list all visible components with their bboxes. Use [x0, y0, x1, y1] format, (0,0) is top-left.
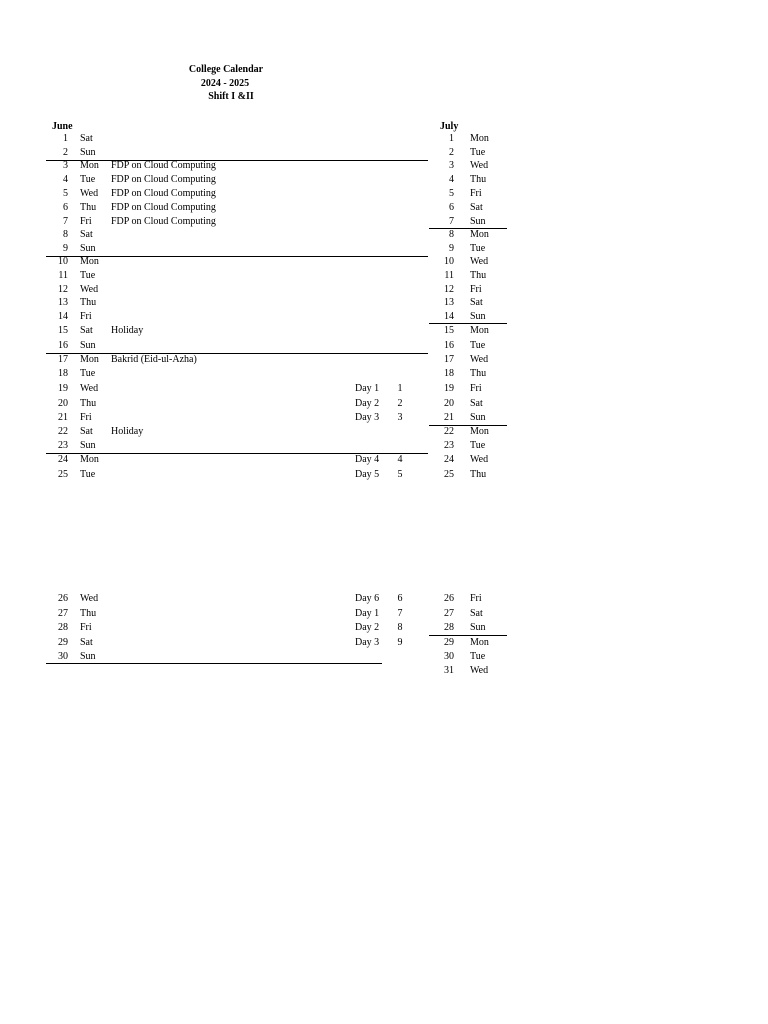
july-weekday: Sat	[470, 608, 483, 619]
june-weekday: Fri	[80, 311, 92, 322]
june-day-order: Day 1	[355, 383, 380, 394]
june-weekday: Thu	[80, 297, 97, 308]
june-weekday: Sat	[80, 133, 93, 144]
july-date: 24	[444, 454, 454, 465]
june-date: 30	[58, 651, 68, 662]
july-weekday: Wed	[470, 160, 489, 171]
july-date: 8	[449, 229, 454, 240]
june-month-label: June	[52, 121, 73, 132]
july-date: 11	[444, 270, 454, 281]
june-weekday: Sat	[80, 637, 93, 648]
june-date: 20	[58, 398, 68, 409]
july-date: 9	[449, 243, 454, 254]
june-weekday: Thu	[80, 202, 97, 213]
june-date: 2	[63, 147, 68, 158]
june-date: 6	[63, 202, 68, 213]
july-date: 13	[444, 297, 454, 308]
july-weekday: Tue	[470, 440, 486, 451]
july-weekday: Wed	[470, 354, 489, 365]
july-date: 21	[444, 412, 454, 423]
june-date: 4	[63, 174, 68, 185]
july-weekday: Tue	[470, 651, 486, 662]
july-date: 12	[444, 284, 454, 295]
july-date: 15	[444, 325, 454, 336]
week-divider	[429, 228, 507, 229]
july-date: 26	[444, 593, 454, 604]
june-day-order: Day 5	[355, 469, 380, 480]
june-date: 13	[58, 297, 68, 308]
july-weekday: Wed	[470, 665, 489, 676]
june-date: 15	[58, 325, 68, 336]
june-day-order: Day 6	[355, 593, 380, 604]
june-weekday: Wed	[80, 383, 99, 394]
june-working-day-count: 6	[397, 593, 403, 604]
july-weekday: Tue	[470, 147, 486, 158]
june-weekday: Mon	[80, 160, 99, 171]
july-weekday: Tue	[470, 243, 486, 254]
june-day-order: Day 2	[355, 622, 380, 633]
july-weekday: Fri	[470, 593, 482, 604]
july-weekday: Mon	[470, 325, 489, 336]
june-date: 17	[58, 354, 68, 365]
june-day-order: Day 4	[355, 454, 380, 465]
june-weekday: Sat	[80, 325, 93, 336]
june-event: Bakrid (Eid-ul-Azha)	[111, 354, 197, 365]
june-event: FDP on Cloud Computing	[111, 216, 216, 227]
june-working-day-count: 8	[397, 622, 403, 633]
june-date: 19	[58, 383, 68, 394]
june-weekday: Fri	[80, 412, 92, 423]
june-weekday: Mon	[80, 454, 99, 465]
june-date: 11	[58, 270, 68, 281]
week-divider	[429, 323, 507, 324]
june-weekday: Fri	[80, 622, 92, 633]
july-weekday: Thu	[470, 469, 487, 480]
july-date: 25	[444, 469, 454, 480]
june-date: 10	[58, 256, 68, 267]
calendar-year: 2024 - 2025	[200, 78, 250, 89]
june-working-day-count: 7	[397, 608, 403, 619]
july-date: 14	[444, 311, 454, 322]
june-working-day-count: 1	[397, 383, 403, 394]
july-weekday: Wed	[470, 454, 489, 465]
june-day-order: Day 1	[355, 608, 380, 619]
july-weekday: Sat	[470, 398, 483, 409]
july-weekday: Mon	[470, 637, 489, 648]
june-working-day-count: 5	[397, 469, 403, 480]
june-weekday: Thu	[80, 608, 97, 619]
june-day-order: Day 2	[355, 398, 380, 409]
july-date: 3	[449, 160, 454, 171]
july-weekday: Sat	[470, 202, 483, 213]
july-date: 23	[444, 440, 454, 451]
june-date: 18	[58, 368, 68, 379]
june-date: 1	[63, 133, 68, 144]
july-date: 29	[444, 637, 454, 648]
june-weekday: Wed	[80, 593, 99, 604]
june-weekday: Sat	[80, 229, 93, 240]
july-date: 28	[444, 622, 454, 633]
june-event: FDP on Cloud Computing	[111, 160, 216, 171]
june-date: 9	[63, 243, 68, 254]
june-weekday: Mon	[80, 256, 99, 267]
july-weekday: Mon	[470, 133, 489, 144]
july-date: 2	[449, 147, 454, 158]
june-event: FDP on Cloud Computing	[111, 188, 216, 199]
july-weekday: Thu	[470, 270, 487, 281]
june-working-day-count: 4	[397, 454, 403, 465]
july-date: 19	[444, 383, 454, 394]
june-working-day-count: 3	[397, 412, 403, 423]
july-weekday: Sun	[470, 216, 486, 227]
june-weekday: Wed	[80, 188, 99, 199]
calendar-shift: Shift I &II	[208, 91, 254, 102]
june-weekday: Tue	[80, 469, 96, 480]
june-date: 28	[58, 622, 68, 633]
june-weekday: Sat	[80, 426, 93, 437]
july-weekday: Mon	[470, 229, 489, 240]
june-date: 22	[58, 426, 68, 437]
june-working-day-count: 9	[397, 637, 403, 648]
week-divider	[46, 353, 428, 354]
july-date: 4	[449, 174, 454, 185]
june-event: Holiday	[111, 426, 144, 437]
july-date: 7	[449, 216, 454, 227]
june-date: 8	[63, 229, 68, 240]
july-date: 1	[449, 133, 454, 144]
june-weekday: Sun	[80, 243, 96, 254]
july-weekday: Fri	[470, 383, 482, 394]
june-date: 14	[58, 311, 68, 322]
june-event: Holiday	[111, 325, 144, 336]
july-weekday: Thu	[470, 174, 487, 185]
june-day-order: Day 3	[355, 412, 380, 423]
june-weekday: Sun	[80, 440, 96, 451]
july-month-label: July	[440, 121, 459, 132]
june-weekday: Sun	[80, 340, 96, 351]
june-weekday: Sun	[80, 651, 96, 662]
july-weekday: Sun	[470, 412, 486, 423]
june-date: 21	[58, 412, 68, 423]
june-weekday: Thu	[80, 398, 97, 409]
july-weekday: Fri	[470, 284, 482, 295]
june-date: 25	[58, 469, 68, 480]
week-divider	[429, 425, 507, 426]
june-weekday: Tue	[80, 368, 96, 379]
july-date: 20	[444, 398, 454, 409]
july-weekday: Thu	[470, 368, 487, 379]
week-divider	[46, 663, 382, 664]
calendar-title: College Calendar	[188, 64, 264, 75]
june-date: 3	[63, 160, 68, 171]
july-weekday: Sun	[470, 311, 486, 322]
june-weekday: Fri	[80, 216, 92, 227]
july-date: 16	[444, 340, 454, 351]
week-divider	[46, 453, 428, 454]
july-date: 6	[449, 202, 454, 213]
june-date: 27	[58, 608, 68, 619]
july-date: 22	[444, 426, 454, 437]
june-weekday: Wed	[80, 284, 99, 295]
june-date: 5	[63, 188, 68, 199]
july-date: 5	[449, 188, 454, 199]
june-weekday: Tue	[80, 270, 96, 281]
june-event: FDP on Cloud Computing	[111, 202, 216, 213]
july-weekday: Sat	[470, 297, 483, 308]
week-divider	[46, 160, 428, 161]
june-date: 7	[63, 216, 68, 227]
july-weekday: Mon	[470, 426, 489, 437]
june-weekday: Mon	[80, 354, 99, 365]
june-date: 24	[58, 454, 68, 465]
july-weekday: Tue	[470, 340, 486, 351]
july-date: 17	[444, 354, 454, 365]
june-weekday: Tue	[80, 174, 96, 185]
june-working-day-count: 2	[397, 398, 403, 409]
july-date: 30	[444, 651, 454, 662]
week-divider	[46, 256, 428, 257]
june-date: 12	[58, 284, 68, 295]
june-weekday: Sun	[80, 147, 96, 158]
june-event: FDP on Cloud Computing	[111, 174, 216, 185]
july-date: 18	[444, 368, 454, 379]
july-date: 31	[444, 665, 454, 676]
july-weekday: Wed	[470, 256, 489, 267]
july-date: 10	[444, 256, 454, 267]
july-weekday: Fri	[470, 188, 482, 199]
june-date: 26	[58, 593, 68, 604]
june-date: 29	[58, 637, 68, 648]
july-date: 27	[444, 608, 454, 619]
june-date: 16	[58, 340, 68, 351]
july-weekday: Sun	[470, 622, 486, 633]
week-divider	[429, 635, 507, 636]
june-date: 23	[58, 440, 68, 451]
june-day-order: Day 3	[355, 637, 380, 648]
